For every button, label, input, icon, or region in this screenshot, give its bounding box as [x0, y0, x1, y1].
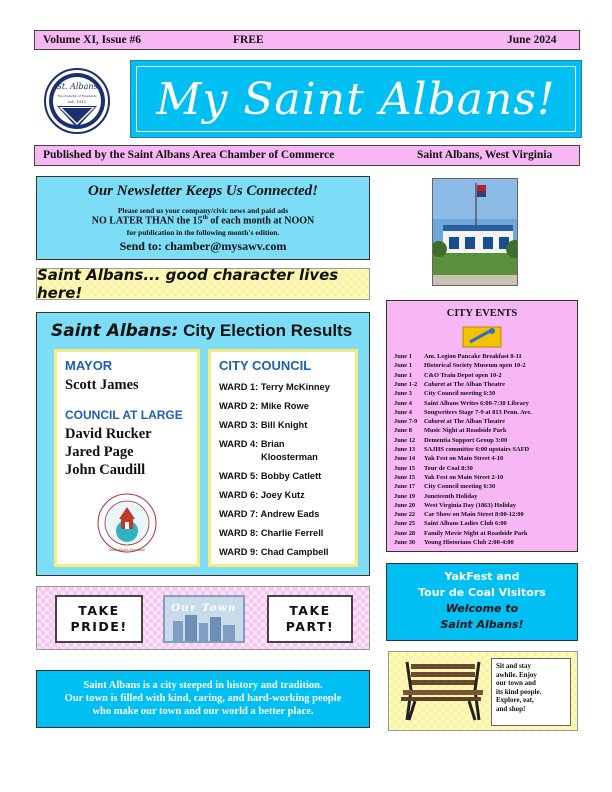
city-seal — [44, 68, 110, 134]
event-date: June 30 — [394, 539, 416, 546]
character-banner — [36, 268, 370, 300]
event-row — [394, 372, 502, 379]
event-row — [394, 390, 495, 397]
bench-line: Sit and stay — [496, 662, 532, 670]
event-row — [394, 455, 503, 462]
yakfest-line4: Saint Albans! — [440, 618, 524, 631]
event-row — [394, 446, 529, 453]
mayor-name: Scott James — [65, 377, 139, 393]
city-events — [386, 300, 578, 552]
ward-result: WARD 9: Chad Campbell — [219, 547, 329, 557]
event-date: June 1 — [394, 353, 412, 360]
heritage-line3: who make our town and our world a better place. — [92, 706, 314, 717]
event-date: June 14 — [394, 455, 416, 463]
event-date: June 28 — [394, 529, 416, 537]
event-row — [394, 511, 524, 518]
event-row — [394, 530, 528, 537]
ward-result: WARD 2: Mike Rowe — [219, 401, 309, 411]
event-row — [394, 474, 503, 481]
sit-and-stay-text — [491, 658, 571, 726]
mayor-heading: MAYOR — [65, 358, 113, 373]
issue-bar — [34, 30, 580, 50]
bench-icon — [397, 660, 487, 724]
election-title-plain: City Election Results — [178, 321, 353, 340]
event-date: June 22 — [394, 511, 416, 519]
event-row — [394, 483, 495, 490]
event-date: June 4 — [394, 399, 412, 407]
event-date: June 15 — [394, 473, 416, 481]
mayor-panel — [54, 349, 200, 567]
masthead-frame — [136, 66, 576, 132]
take-part-line1: TAKE — [289, 603, 331, 618]
newsletter-email[interactable]: Send to: chamber@mysawv.com — [119, 239, 287, 253]
event-description: Yak Fest on Main Street 4-10 — [424, 455, 504, 463]
bench-line: Explore, eat, — [496, 696, 534, 705]
bench-line: its kind people. — [496, 687, 542, 696]
event-title-italic: Cabaret — [424, 380, 445, 388]
event-row — [394, 437, 507, 444]
event-date: June 8 — [394, 427, 412, 435]
newsletter-line1: Please send us your company/civic news and paid ads — [117, 206, 289, 215]
city-building-photo — [432, 178, 518, 286]
event-description: Family Movie Night at Roadside Park — [424, 529, 528, 537]
publisher-bar — [34, 145, 580, 166]
issue-date: June 2024 — [507, 34, 557, 46]
our-town-logo — [163, 595, 245, 643]
event-date: June 12 — [394, 436, 416, 444]
seal-est: est. 1912 — [67, 99, 87, 104]
event-date: June 17 — [394, 483, 416, 491]
event-description: Young Historians Club 2:00-4:00 — [424, 539, 514, 546]
take-part-line2: PART! — [285, 619, 335, 634]
yakfest-welcome — [386, 563, 578, 641]
event-date: June 15 — [394, 464, 416, 472]
seal-name: St. Albans — [56, 82, 98, 91]
ward-result: WARD 1: Terry McKinney — [219, 382, 330, 392]
city-hall-image — [433, 179, 518, 286]
yakfest-line2: Tour de Coal Visitors — [418, 586, 546, 599]
event-description: C&O Train Depot open 10-2 — [424, 371, 502, 379]
election-title — [51, 321, 352, 341]
event-description: Tour de Coal 8:30 — [424, 464, 473, 472]
character-slogan: Saint Albans... good character lives here! — [37, 266, 339, 302]
event-row — [394, 502, 516, 509]
city-council-panel — [208, 349, 358, 567]
heritage-line1: Saint Albans is a city steeped in history and tradition. — [83, 680, 323, 691]
seal-subtitle: The Character of Hospitality — [57, 94, 97, 98]
newsletter-title: Our Newsletter Keeps Us Connected! — [88, 183, 318, 199]
event-date: June 1 — [394, 371, 412, 379]
ward-result: WARD 3: Bill Knight — [219, 420, 308, 430]
deadline-suffix: of each month at NOON — [207, 215, 315, 227]
newsletter-line2 — [37, 215, 369, 226]
city-council-heading: CITY COUNCIL — [219, 358, 312, 373]
deadline-sup: th — [202, 215, 208, 221]
take-pride-box — [55, 595, 143, 643]
council-large-heading: COUNCIL AT LARGE — [65, 408, 183, 422]
event-date: June 4 — [394, 408, 412, 416]
seal-icon — [44, 68, 110, 134]
yakfest-line3: Welcome to — [445, 602, 519, 615]
bench-line: our town and — [496, 679, 536, 688]
event-description: SAJHS committee 6:00 upstairs SAFD — [424, 446, 530, 453]
event-description: City Council meeting 6:30 — [424, 390, 496, 398]
emblem-text: Saint Albans Municipal — [108, 548, 146, 552]
volume-issue: Volume XI, Issue #6 — [43, 34, 141, 46]
event-date: June 1 — [394, 362, 412, 370]
ward-result: WARD 4: Brian — [219, 439, 285, 449]
yakfest-line1: YakFest and — [444, 570, 520, 583]
bench-line: and shop! — [496, 704, 526, 713]
event-row — [394, 400, 529, 407]
bench-box — [388, 651, 578, 731]
event-date: June 13 — [394, 446, 416, 453]
event-row — [394, 465, 473, 472]
masthead-title: My Saint Albans! — [156, 73, 556, 125]
ward-result: WARD 6: Joey Kutz — [219, 490, 305, 500]
ward-result: WARD 5: Bobby Catlett — [219, 471, 322, 481]
bench-line: awhile. Enjoy — [496, 670, 537, 679]
event-description: Am. Legion Pancake Breakfast 8-11 — [424, 353, 522, 360]
event-description: Saint Albans Writes 6:00-7:30 Library — [424, 399, 529, 407]
event-row — [394, 381, 505, 388]
event-row — [394, 427, 506, 434]
event-date: June 25 — [394, 520, 416, 528]
event-description: at The Alban Theatre — [444, 380, 505, 388]
price-label: FREE — [233, 34, 264, 46]
event-row — [394, 353, 522, 360]
town-skyline-icon — [165, 597, 243, 641]
event-description: Juneteenth Holiday — [424, 492, 478, 500]
event-description: at The Alban Theatre — [444, 418, 505, 426]
event-description: West Virginia Day (1863) Holiday — [424, 501, 516, 509]
heritage-box — [36, 670, 370, 728]
event-description: Saint Albans Ladies Club 6:00 — [424, 520, 507, 528]
take-pride-line1: TAKE — [78, 603, 120, 618]
deadline-prefix: NO LATER THAN the 15 — [91, 215, 203, 227]
event-date: June 20 — [394, 501, 416, 509]
event-description: Music Night at Roadside Park — [424, 427, 507, 435]
events-title: CITY EVENTS — [446, 308, 518, 319]
event-row — [394, 520, 507, 527]
ward-result-continued: Kloosterman — [261, 452, 318, 462]
event-row — [394, 362, 526, 369]
event-row — [394, 409, 532, 416]
event-description: Yak Fest on Main Street 2-10 — [424, 473, 504, 481]
event-description: Songwriters Stage 7-9 at 813 Penn. Ave. — [424, 408, 532, 416]
newsletter-line3: for publication in the following month's edition. — [126, 228, 280, 237]
election-title-script: Saint Albans: — [51, 321, 179, 341]
take-part-box — [267, 595, 353, 643]
event-description: Dementia Support Group 3:00 — [424, 436, 508, 444]
event-description: Historical Society Museum open 10-2 — [424, 362, 526, 370]
event-row — [394, 418, 505, 425]
heritage-line2: Our town is filled with kind, caring, and hard-working people — [64, 693, 342, 704]
take-pride-line2: PRIDE! — [70, 619, 128, 634]
municipal-emblem-icon — [97, 493, 157, 553]
location-text: Saint Albans, West Virginia — [417, 149, 553, 161]
ward-result: WARD 7: Andrew Eads — [219, 509, 320, 519]
event-date: June 19 — [394, 492, 416, 500]
masthead — [130, 60, 582, 138]
take-pride-banner — [36, 586, 370, 650]
publisher-text: Published by the Saint Albans Area Chamber of Commerce — [43, 149, 335, 161]
election-results — [36, 312, 370, 576]
event-row — [394, 539, 514, 546]
our-town-text: Our Town — [171, 603, 237, 614]
event-date: June 7-9 — [394, 418, 418, 426]
council-large-member: David Rucker — [65, 426, 152, 442]
event-title-italic: Cabaret — [424, 418, 445, 426]
ticket-icon — [462, 326, 502, 348]
council-large-member: Jared Page — [65, 444, 134, 460]
council-large-member: John Caudill — [65, 462, 146, 478]
ward-result: WARD 8: Charlie Ferrell — [219, 528, 324, 538]
event-description: City Council meeting 6:30 — [424, 483, 496, 491]
event-row — [394, 493, 477, 500]
event-date: June 3 — [394, 390, 412, 398]
event-date: June 1-2 — [394, 380, 418, 388]
event-description: Car Show on Main Street 8:00-12:00 — [424, 511, 524, 519]
newsletter-box — [36, 176, 370, 260]
